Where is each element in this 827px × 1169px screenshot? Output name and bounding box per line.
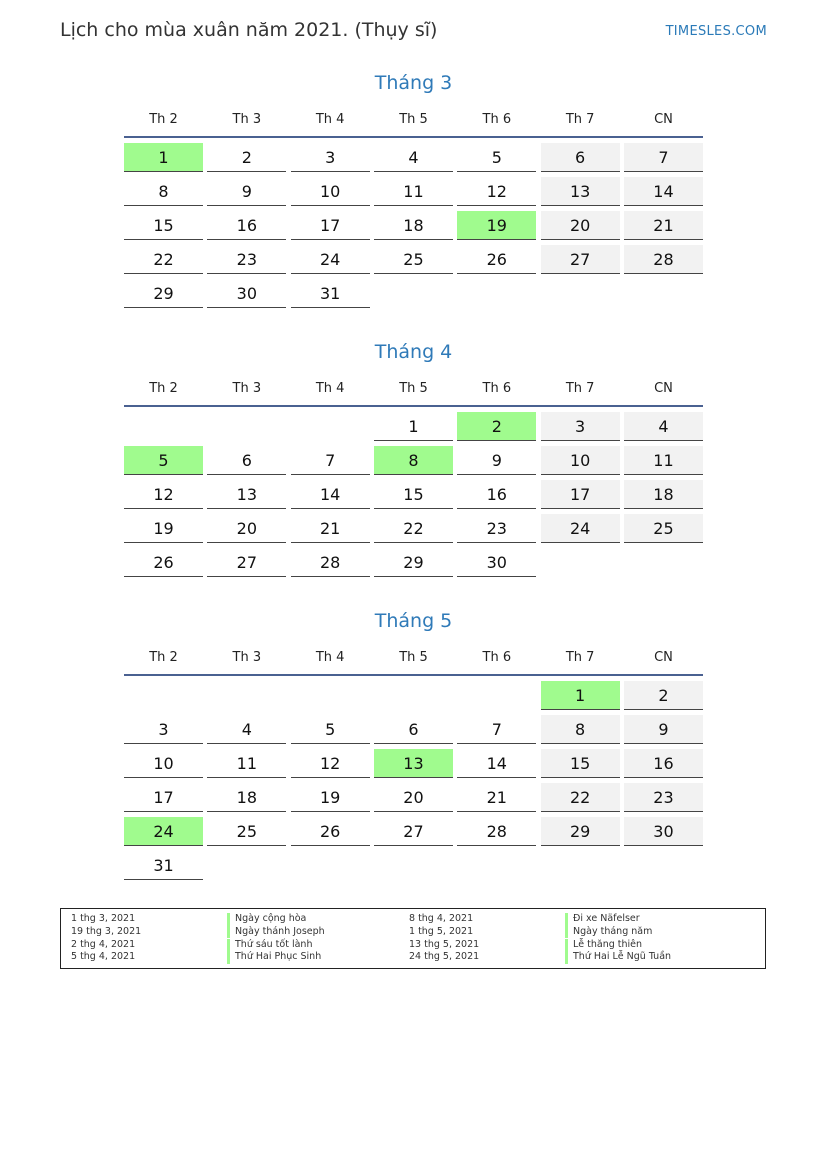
day-cell: 6 bbox=[374, 715, 453, 744]
legend-holiday-name: Thứ Hai Phục Sinh bbox=[227, 951, 321, 964]
day-cell: 3 bbox=[124, 715, 203, 744]
day-cell: 30 bbox=[624, 817, 703, 846]
weekday-header bbox=[124, 110, 703, 130]
legend-date: 19 thg 3, 2021 bbox=[71, 925, 142, 937]
legend-date: 1 thg 5, 2021 bbox=[409, 925, 474, 937]
weekday-label: CN bbox=[654, 112, 673, 127]
legend-date: 8 thg 4, 2021 bbox=[409, 913, 474, 924]
holiday-day-cell: 2 bbox=[457, 412, 536, 441]
day-cell: 26 bbox=[291, 817, 370, 846]
day-cell: 20 bbox=[541, 211, 620, 240]
empty-cell bbox=[291, 412, 370, 441]
legend-date: 2 thg 4, 2021 bbox=[71, 938, 136, 950]
weekday-label: Th 7 bbox=[565, 112, 595, 127]
day-cell: 17 bbox=[291, 211, 370, 240]
month-block bbox=[124, 68, 703, 308]
weekday-label: Th 2 bbox=[149, 650, 178, 665]
brand-link[interactable]: TIMESLES.COM bbox=[665, 24, 767, 39]
day-cell: 19 bbox=[124, 514, 203, 543]
day-cell: 22 bbox=[541, 783, 620, 812]
day-cell: 16 bbox=[624, 749, 703, 778]
weekday-label: CN bbox=[654, 650, 673, 665]
day-cell: 26 bbox=[457, 245, 536, 274]
weekday-label: CN bbox=[654, 381, 673, 396]
day-cell: 11 bbox=[207, 749, 286, 778]
month-block bbox=[124, 606, 703, 880]
day-cell: 19 bbox=[291, 783, 370, 812]
holiday-day-cell: 1 bbox=[541, 681, 620, 710]
day-cell: 13 bbox=[541, 177, 620, 206]
day-cell: 2 bbox=[624, 681, 703, 710]
day-cell: 22 bbox=[374, 514, 453, 543]
day-cell: 31 bbox=[124, 851, 203, 880]
weekday-label: Th 5 bbox=[399, 112, 428, 127]
empty-cell bbox=[374, 681, 453, 710]
empty-cell bbox=[124, 681, 203, 710]
day-cell: 18 bbox=[374, 211, 453, 240]
legend-date: 24 thg 5, 2021 bbox=[409, 951, 480, 963]
empty-cell bbox=[207, 681, 286, 710]
day-cell: 24 bbox=[541, 514, 620, 543]
day-cell: 14 bbox=[457, 749, 536, 778]
weekday-label: Th 7 bbox=[565, 650, 595, 665]
day-cell: 12 bbox=[124, 480, 203, 509]
day-cell: 11 bbox=[374, 177, 453, 206]
day-cell: 22 bbox=[124, 245, 203, 274]
day-cell: 28 bbox=[624, 245, 703, 274]
weekday-label: Th 4 bbox=[315, 112, 345, 127]
day-cell: 6 bbox=[207, 446, 286, 475]
holiday-day-cell: 8 bbox=[374, 446, 453, 475]
legend-holiday-name: Thứ sáu tốt lành bbox=[227, 939, 312, 952]
legend-holiday-name: Đi xe Näfelser bbox=[565, 913, 640, 926]
page-title: Lịch cho mùa xuân năm 2021. (Thụy sĩ) bbox=[60, 19, 438, 41]
holiday-day-cell: 13 bbox=[374, 749, 453, 778]
empty-cell bbox=[207, 412, 286, 441]
weekday-header bbox=[124, 648, 703, 668]
header-rule bbox=[124, 405, 703, 407]
day-cell: 10 bbox=[124, 749, 203, 778]
day-cell: 20 bbox=[374, 783, 453, 812]
weekday-label: Th 3 bbox=[232, 650, 262, 665]
day-cell: 5 bbox=[291, 715, 370, 744]
day-cell: 17 bbox=[124, 783, 203, 812]
day-cell: 15 bbox=[124, 211, 203, 240]
day-cell: 29 bbox=[374, 548, 453, 577]
day-cell: 4 bbox=[374, 143, 453, 172]
day-cell: 16 bbox=[207, 211, 286, 240]
day-cell: 24 bbox=[291, 245, 370, 274]
weekday-label: Th 2 bbox=[149, 381, 178, 396]
holiday-legend bbox=[60, 908, 766, 969]
day-cell: 31 bbox=[291, 279, 370, 308]
day-cell: 25 bbox=[374, 245, 453, 274]
weekday-label: Th 2 bbox=[149, 112, 178, 127]
month-block bbox=[124, 337, 703, 577]
day-cell: 7 bbox=[624, 143, 703, 172]
day-cell: 14 bbox=[291, 480, 370, 509]
legend-holiday-name: Thứ Hai Lễ Ngũ Tuần bbox=[565, 951, 671, 964]
day-cell: 7 bbox=[291, 446, 370, 475]
day-cell: 15 bbox=[541, 749, 620, 778]
month-title: Tháng 5 bbox=[374, 610, 453, 632]
month-title: Tháng 4 bbox=[374, 341, 453, 363]
legend-holiday-name: Ngày thánh Joseph bbox=[227, 926, 325, 939]
day-cell: 17 bbox=[541, 480, 620, 509]
day-cell: 28 bbox=[291, 548, 370, 577]
day-cell: 30 bbox=[457, 548, 536, 577]
day-cell: 11 bbox=[624, 446, 703, 475]
month-title: Tháng 3 bbox=[374, 72, 453, 94]
day-cell: 1 bbox=[374, 412, 453, 441]
day-cell: 2 bbox=[207, 143, 286, 172]
day-cell: 12 bbox=[291, 749, 370, 778]
holiday-day-cell: 24 bbox=[124, 817, 203, 846]
day-cell: 15 bbox=[374, 480, 453, 509]
weekday-label: Th 3 bbox=[232, 112, 262, 127]
day-cell: 30 bbox=[207, 279, 286, 308]
day-cell: 4 bbox=[207, 715, 286, 744]
day-cell: 21 bbox=[457, 783, 536, 812]
day-cell: 27 bbox=[207, 548, 286, 577]
legend-date: 13 thg 5, 2021 bbox=[409, 938, 480, 950]
day-cell: 26 bbox=[124, 548, 203, 577]
day-cell: 25 bbox=[207, 817, 286, 846]
day-cell: 9 bbox=[624, 715, 703, 744]
day-grid bbox=[124, 143, 703, 308]
weekday-label: Th 6 bbox=[482, 381, 512, 396]
weekday-label: Th 6 bbox=[482, 650, 512, 665]
holiday-day-cell: 19 bbox=[457, 211, 536, 240]
day-cell: 21 bbox=[624, 211, 703, 240]
day-grid bbox=[124, 412, 703, 577]
holiday-day-cell: 1 bbox=[124, 143, 203, 172]
day-cell: 27 bbox=[541, 245, 620, 274]
day-cell: 27 bbox=[374, 817, 453, 846]
day-cell: 20 bbox=[207, 514, 286, 543]
empty-cell bbox=[291, 681, 370, 710]
day-cell: 18 bbox=[207, 783, 286, 812]
day-cell: 13 bbox=[207, 480, 286, 509]
day-cell: 28 bbox=[457, 817, 536, 846]
day-cell: 3 bbox=[541, 412, 620, 441]
day-cell: 3 bbox=[291, 143, 370, 172]
empty-cell bbox=[457, 681, 536, 710]
weekday-label: Th 6 bbox=[482, 112, 512, 127]
legend-date: 5 thg 4, 2021 bbox=[71, 951, 136, 963]
day-cell: 8 bbox=[124, 177, 203, 206]
day-cell: 23 bbox=[457, 514, 536, 543]
day-cell: 29 bbox=[541, 817, 620, 846]
day-cell: 10 bbox=[541, 446, 620, 475]
holiday-day-cell: 5 bbox=[124, 446, 203, 475]
day-cell: 16 bbox=[457, 480, 536, 509]
day-cell: 23 bbox=[207, 245, 286, 274]
weekday-label: Th 5 bbox=[399, 650, 428, 665]
weekday-label: Th 4 bbox=[315, 650, 345, 665]
legend-holiday-name: Ngày tháng năm bbox=[565, 926, 652, 939]
header-rule bbox=[124, 674, 703, 676]
day-grid bbox=[124, 681, 703, 880]
day-cell: 12 bbox=[457, 177, 536, 206]
weekday-label: Th 5 bbox=[399, 381, 428, 396]
legend-holiday-name: Ngày cộng hòa bbox=[227, 913, 306, 926]
day-cell: 18 bbox=[624, 480, 703, 509]
day-cell: 9 bbox=[207, 177, 286, 206]
day-cell: 5 bbox=[457, 143, 536, 172]
weekday-header bbox=[124, 379, 703, 399]
weekday-label: Th 7 bbox=[565, 381, 595, 396]
weekday-label: Th 3 bbox=[232, 381, 262, 396]
day-cell: 23 bbox=[624, 783, 703, 812]
empty-cell bbox=[124, 412, 203, 441]
day-cell: 9 bbox=[457, 446, 536, 475]
legend-holiday-name: Lễ thăng thiên bbox=[565, 939, 642, 952]
day-cell: 6 bbox=[541, 143, 620, 172]
legend-date: 1 thg 3, 2021 bbox=[71, 913, 136, 924]
day-cell: 4 bbox=[624, 412, 703, 441]
day-cell: 10 bbox=[291, 177, 370, 206]
day-cell: 29 bbox=[124, 279, 203, 308]
weekday-label: Th 4 bbox=[315, 381, 345, 396]
header-rule bbox=[124, 136, 703, 138]
day-cell: 25 bbox=[624, 514, 703, 543]
day-cell: 21 bbox=[291, 514, 370, 543]
day-cell: 14 bbox=[624, 177, 703, 206]
day-cell: 8 bbox=[541, 715, 620, 744]
day-cell: 7 bbox=[457, 715, 536, 744]
